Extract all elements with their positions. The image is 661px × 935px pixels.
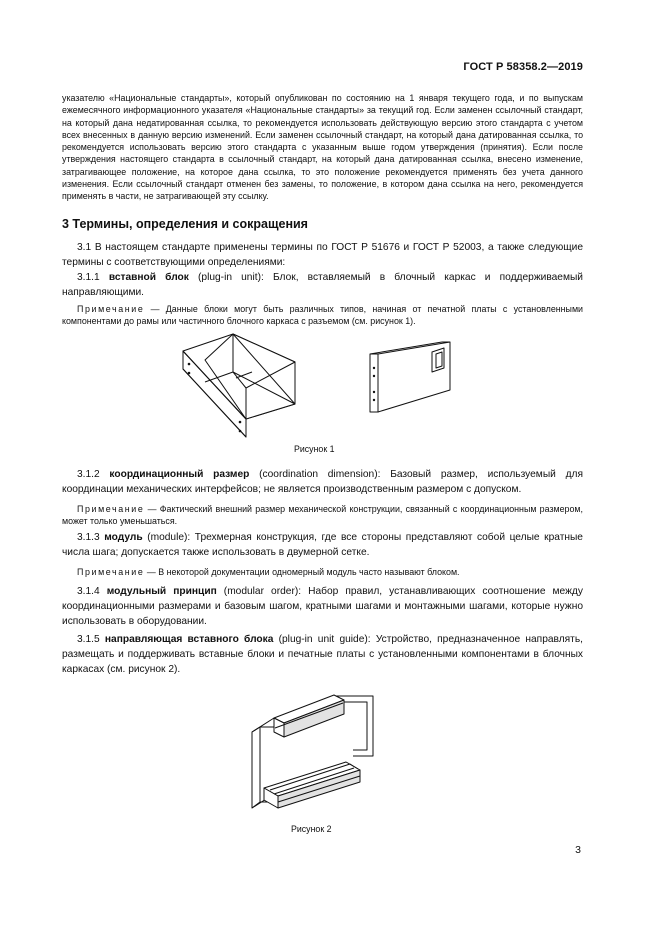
upper-guide-rail-drawing — [274, 695, 344, 737]
term-3-1-4 — [62, 584, 583, 629]
term-definition: Набор правил, устанавливающих соотношение между координационными размерами и базовым шагом, кратными шагами и монтажными шагами, которые нужно использовать в оборудовании. — [62, 586, 583, 627]
term-definition: Блок, вставляемый в блочный каркас и поддерживаемый направляющими. — [62, 272, 583, 298]
note-text: Данные блоки могут быть различных типов, начиная от печатной платы с установленными компонентами до рамы или частичного блочного каркаса с разъемом (см. рисунок 1). — [62, 304, 583, 327]
term-number: 3.1.3 — [77, 532, 100, 543]
term-name: модульный принцип — [106, 586, 217, 597]
lower-guide-rail-drawing — [264, 762, 360, 808]
note-label: Примечание — [77, 504, 145, 514]
note-3-1-1 — [62, 303, 583, 328]
term-english: (plug-in unit): — [198, 272, 264, 283]
figure-2-drawing — [244, 690, 384, 818]
note-3-1-3 — [62, 566, 583, 578]
figure-1-caption: Рисунок 1 — [294, 444, 335, 454]
note-dash: — — [144, 504, 160, 514]
note-3-1-2 — [62, 503, 583, 528]
term-name: направляющая вставного блока — [104, 634, 274, 645]
intro-paragraph: указателю «Национальные стандарты», который опубликован по состоянию на 1 января текущего года, и по выпускам ежемесячного информационного указателя «Национальные стандарты» за текущий год. Если заменен ссылочный стандарт, на который дана недатированная ссылка, то рекомендуется использовать действующую версию этого стандарта с учетом всех внесенных в данную версию изменений. Если заменен ссылочный стандарт, на который дана датированная ссылка, то рекомендуется использовать версию этого стандарта с указанным выше годом утверждения (принятия). Если после утверждения настоящего стандарта в ссылочный стандарт, на который дана датированная ссылка, внесено изменение, затрагивающее положение, на которое дана ссылка, то это положение рекомендуется применять без учета данного изменения. Если ссылочный стандарт отменен без замены, то положение, в котором дана ссылка на него, рекомендуется применять в части, не затрагивающей эту ссылку. — [62, 93, 583, 202]
term-english: (plug-in unit guide): — [278, 634, 371, 645]
term-english: (coordination dimension): — [259, 469, 381, 480]
note-text: Фактический внешний размер механической конструкции, связанный с координационным размером, может только уменьшаться. — [62, 504, 583, 527]
clause-3-1: 3.1 В настоящем стандарте применены термины по ГОСТ Р 51676 и ГОСТ Р 52003, а также следующие термины с соответствующими определениями: — [62, 242, 583, 268]
note-dash: — — [144, 304, 166, 314]
note-label: Примечание — [77, 304, 145, 314]
term-number: 3.1.5 — [77, 634, 100, 645]
figure-1-drawing — [180, 330, 480, 440]
term-definition: Устройство, предназначенное направлять, размещать и поддерживать вставные блоки и печатные платы с установленными компонентами в блочных каркасах (см. рисунок 2). — [62, 634, 583, 675]
section-heading: 3 Термины, определения и сокращения — [62, 217, 308, 231]
term-number: 3.1.2 — [77, 469, 100, 480]
plug-in-unit-box-drawing — [183, 334, 295, 437]
term-name: вставной блок — [108, 272, 189, 283]
plug-in-unit-board-drawing — [370, 342, 450, 412]
note-text: В некоторой документации одномерный модуль часто называют блоком. — [158, 567, 460, 577]
term-english: (module): — [147, 532, 191, 543]
term-number: 3.1.4 — [77, 586, 100, 597]
page-number: 3 — [575, 844, 581, 856]
term-number: 3.1.1 — [77, 272, 100, 283]
note-label: Примечание — [77, 567, 145, 577]
term-3-1-1 — [62, 270, 583, 300]
figure-2-caption: Рисунок 2 — [291, 824, 332, 834]
term-name: модуль — [104, 532, 143, 543]
term-name: координационный размер — [109, 469, 250, 480]
term-3-1-2 — [62, 467, 583, 497]
term-3-1-3 — [62, 530, 583, 560]
term-english: (modular order): — [223, 586, 302, 597]
term-3-1-5 — [62, 632, 583, 677]
note-dash: — — [144, 567, 159, 577]
term-definition: Трехмерная конструкция, где все стороны представляют собой целые кратные числа шага; допускается также использовать в двумерной сетке. — [62, 532, 583, 558]
term-definition: Базовый размер, используемый для координации механических интерфейсов; не является производственным размером с допуском. — [62, 469, 583, 495]
document-id-header: ГОСТ Р 58358.2—2019 — [463, 61, 583, 73]
